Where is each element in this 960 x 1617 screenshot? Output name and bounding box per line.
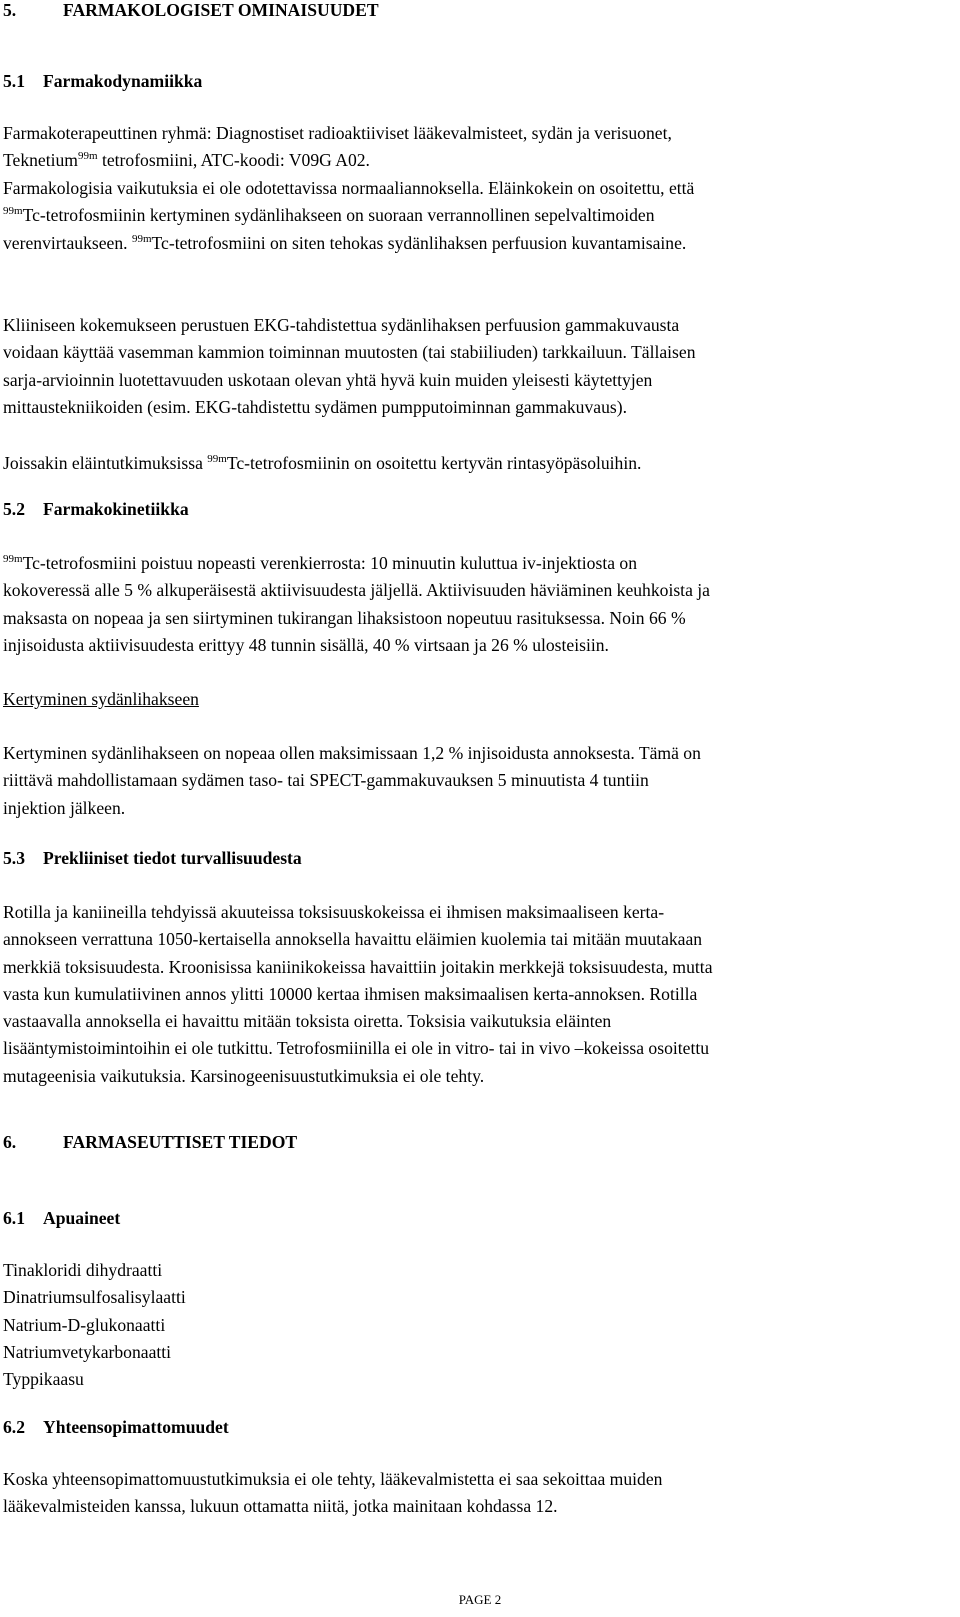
text-span: Tc-tetrofosmiini poistuu nopeasti verenkierrosta: 10 minuutin kuluttua iv-injektiosta on	[22, 553, 638, 573]
section-number: 6.	[3, 1132, 17, 1152]
text-line: injisoidusta aktiivisuudesta erittyy 48 tunnin sisällä, 40 % virtsaan ja 26 % ulosteisiin.	[3, 634, 609, 655]
section-5-heading	[3, 0, 951, 24]
paragraph-pharmacology	[3, 175, 951, 257]
text-line	[3, 550, 951, 577]
paragraph-uptake	[3, 740, 951, 822]
paragraph-incompatibilities	[3, 1466, 951, 1521]
section-title: Apuaineet	[43, 1208, 121, 1228]
text-span: Tc-tetrofosmiinin on osoitettu kertyvän rintasyöpäsoluihin.	[226, 453, 642, 473]
section-number: 5.1	[3, 71, 25, 91]
list-item: Natriumvetykarbonaatti	[3, 1341, 172, 1362]
text-span: Tc-tetrofosmiinin kertyminen sydänlihakseen on suoraan verrannollinen sepelvaltimoiden	[22, 205, 655, 226]
text-line: voidaan käyttää vasemman kammion toiminnan muutosten (tai stabiiliuden) tarkkailuun. Tällaisen	[3, 342, 696, 363]
text-span: verenvirtaukseen.	[3, 232, 132, 253]
text-line: vastaavalla annoksella ei havaittu mitään toksista oiretta. Toksisia vaikutuksia eläinten	[3, 1011, 612, 1032]
list-item: Dinatriumsulfosalisylaatti	[3, 1287, 186, 1308]
section-title: FARMAKOLOGISET OMINAISUUDET	[63, 0, 379, 20]
isotope-superscript: 99m	[131, 232, 152, 245]
text-line: lisääntymistoimintoihin ei ole tutkittu. Tetrofosmiinilla ei ole in vitro- tai in vivo –kokeissa osoitettu	[3, 1038, 710, 1059]
isotope-superscript: 99m	[78, 150, 98, 163]
paragraph-animal-studies	[3, 450, 951, 477]
section-title: Prekliiniset tiedot turvallisuudesta	[43, 848, 302, 868]
text-line: kokoveressä alle 5 % alkuperäisestä aktiivisuudesta jäljellä. Aktiivisuuden häviäminen keuhkoista ja	[3, 580, 710, 601]
text-line	[3, 202, 951, 229]
text-line: riittävä mahdollistamaan sydämen taso- tai SPECT-gammakuvauksen 5 minuutista 4 tuntiin	[3, 770, 649, 791]
section-5-2-heading	[3, 496, 951, 523]
text-line: mittaustekniikoiden (esim. EKG-tahdistettu sydämen pumpputoiminnan gammakuvaus).	[3, 396, 627, 417]
paragraph-preclinical	[3, 899, 951, 1090]
paragraph-kinetics	[3, 550, 951, 659]
list-item: Tinakloridi dihydraatti	[3, 1260, 163, 1280]
section-number: 5.3	[3, 848, 25, 868]
list-item: Natrium-D-glukonaatti	[3, 1314, 166, 1335]
text-line: sarja-arvioinnin luotettavuuden uskotaan olevan yhtä hyvä kuin muiden yleisesti käytettyjen	[3, 369, 653, 390]
section-title: FARMASEUTTISET TIEDOT	[63, 1132, 298, 1152]
text-line: maksasta on nopeaa ja sen siirtyminen tukirangan lihaksistoon nopeutuu rasituksessa. Noin 66 %	[3, 607, 686, 628]
text-line	[3, 450, 951, 477]
text-line: Kertyminen sydänlihakseen on nopeaa ollen maksimissaan 1,2 % injisoidusta annoksesta. Tämä on	[3, 743, 701, 763]
section-number: 5.	[3, 0, 17, 20]
isotope-superscript: 99m	[3, 205, 23, 218]
text-span: Tc-tetrofosmiini on siten tehokas sydänlihaksen perfuusion kuvantamisaine.	[151, 232, 687, 253]
text-line: vasta kun kumulatiivinen annos ylitti 10000 kertaa ihmisen maksimaalisen kerta-annoksen. Rotilla	[3, 983, 698, 1004]
text-span: Teknetium	[3, 150, 78, 171]
text-line: Koska yhteensopimattomuustutkimuksia ei ole tehty, lääkevalmistetta ei saa sekoittaa muiden	[3, 1469, 663, 1489]
text-line: lääkevalmisteiden kanssa, lukuun ottamatta niitä, jotka mainitaan kohdassa 12.	[3, 1496, 558, 1517]
isotope-superscript: 99m	[3, 553, 23, 565]
section-6-1-heading	[3, 1205, 951, 1232]
section-number: 6.1	[3, 1208, 25, 1228]
text-line: Farmakoterapeuttinen ryhmä: Diagnostiset radioaktiiviset lääkevalmisteet, sydän ja verisuonet,	[3, 123, 672, 143]
page-number: PAGE 2	[458, 1592, 502, 1607]
section-5-1-heading	[3, 68, 951, 95]
paragraph-atc	[3, 120, 951, 175]
text-line	[3, 230, 951, 257]
section-number: 5.2	[3, 499, 25, 519]
text-line: Rotilla ja kaniineilla tehdyissä akuuteissa toksisuuskokeissa ei ihmisen maksimaaliseen kerta-	[3, 902, 665, 922]
section-number: 6.2	[3, 1417, 25, 1437]
subheading-myocardial-uptake: Kertyminen sydänlihakseen	[3, 689, 199, 709]
section-title: Farmakokinetiikka	[43, 499, 189, 519]
text-line: Kliiniseen kokemukseen perustuen EKG-tahdistettua sydänlihaksen perfuusion gammakuvausta	[3, 315, 680, 335]
text-line: injektion jälkeen.	[3, 797, 126, 818]
text-span: tetrofosmiini, ATC-koodi: V09G A02.	[97, 150, 370, 171]
text-line	[3, 147, 951, 174]
text-line: Farmakologisia vaikutuksia ei ole odotettavissa normaaliannoksella. Eläinkokein on osoitettu, että	[3, 178, 695, 198]
section-5-3-heading	[3, 845, 951, 872]
isotope-superscript: 99m	[207, 453, 227, 465]
text-line: mutageenisia vaikutuksia. Karsinogeenisuustutkimuksia ei ole tehty.	[3, 1065, 485, 1086]
text-span: Joissakin eläintutkimuksissa	[3, 453, 208, 473]
section-title: Yhteensopimattomuudet	[43, 1417, 229, 1437]
section-6-2-heading	[3, 1414, 951, 1441]
section-6-heading	[3, 1129, 951, 1156]
text-line: annokseen verrattuna 1050-kertaisella annoksella havaittu eläimien kuolemia tai mitään muutakaan	[3, 929, 703, 950]
excipients-list	[3, 1257, 951, 1393]
list-item: Typpikaasu	[3, 1369, 84, 1390]
paragraph-clinical	[3, 312, 951, 421]
text-line: merkkiä toksisuudesta. Kroonisissa kaniinikokeissa havaittiin joitakin merkkejä toksisuudesta, mutta	[3, 956, 713, 977]
section-title: Farmakodynamiikka	[43, 71, 203, 91]
